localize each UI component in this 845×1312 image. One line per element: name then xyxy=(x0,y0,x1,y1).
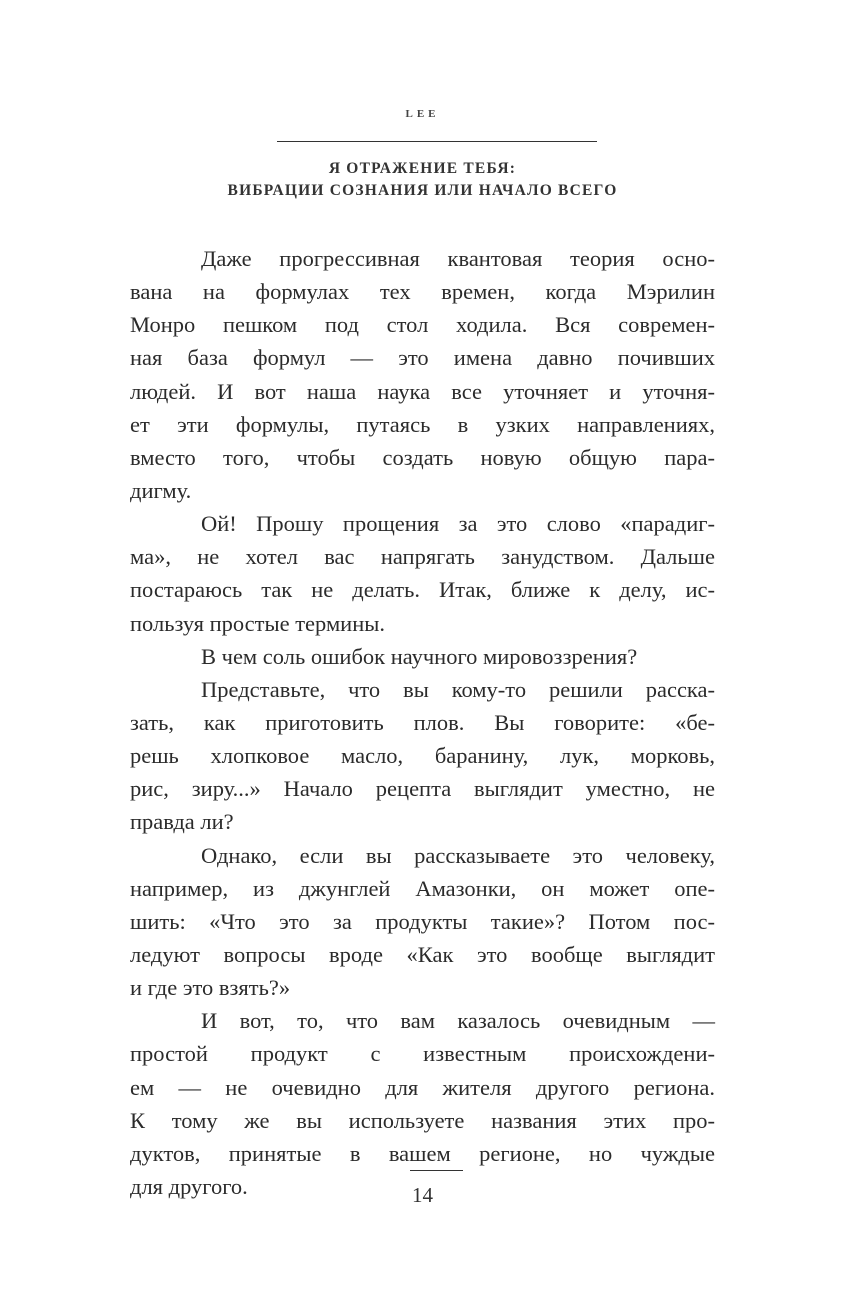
text-line: вана на формулах тех времен, когда Мэрилин xyxy=(130,279,715,305)
paragraph xyxy=(130,1004,715,1203)
text-line: шить: «Что это за продукты такие»? Потом пос- xyxy=(130,908,715,934)
text-line: вместо того, чтобы создать новую общую пара- xyxy=(130,444,715,470)
chapter-title xyxy=(0,158,845,202)
text-line: для другого. xyxy=(130,1173,248,1199)
text-line: рис, зиру...» Начало рецепта выглядит уместно, не xyxy=(130,776,715,802)
text-line: простой продукт с известным происхождени- xyxy=(130,1041,715,1067)
paragraph xyxy=(130,839,715,1005)
paragraph xyxy=(130,640,715,673)
text-line: ледуют вопросы вроде «Как это вообще выглядит xyxy=(130,941,715,967)
text-line: пользуя простые термины. xyxy=(130,610,386,636)
page-number: 14 xyxy=(412,1183,433,1207)
text-line: дуктов, принятые в вашем регионе, но чуждые xyxy=(130,1140,715,1166)
paragraph xyxy=(130,507,715,640)
text-line: дигму. xyxy=(130,477,192,503)
text-line: И вот, то, что вам казалось очевидным — xyxy=(201,1008,715,1034)
chapter-title-line-2: ВИБРАЦИИ СОЗНАНИЯ ИЛИ НАЧАЛО ВСЕГО xyxy=(227,182,618,199)
text-line: зать, как приготовить плов. Вы говорите: «бе- xyxy=(130,709,715,735)
footer-divider xyxy=(410,1170,463,1171)
paragraph xyxy=(130,242,715,507)
text-line: ная база формул — это имена давно почивших xyxy=(130,345,715,371)
text-line: К тому же вы используете названия этих про- xyxy=(130,1107,715,1133)
running-head: LEE xyxy=(405,108,440,120)
header-divider xyxy=(277,141,597,142)
text-line: например, из джунглей Амазонки, он может опе- xyxy=(130,875,715,901)
paragraph xyxy=(130,673,715,839)
text-line: постараюсь так не делать. Итак, ближе к делу, ис- xyxy=(130,577,715,603)
text-line: ма», не хотел вас напрягать занудством. Дальше xyxy=(130,544,715,570)
text-line: В чем соль ошибок научного мировоззрения? xyxy=(201,643,638,669)
chapter-title-line-1: Я ОТРАЖЕНИЕ ТЕБЯ: xyxy=(328,160,517,177)
text-line: людей. И вот наша наука все уточняет и уточня- xyxy=(130,378,715,404)
text-line: и где это взять?» xyxy=(130,975,291,1001)
text-line: Представьте, что вы кому-то решили расска- xyxy=(201,676,715,702)
text-line: правда ли? xyxy=(130,809,234,835)
text-line: ет эти формулы, путаясь в узких направлениях, xyxy=(130,411,715,437)
text-line: Монро пешком под стол ходила. Вся современ- xyxy=(130,312,715,338)
text-line: решь хлопковое масло, баранину, лук, морковь, xyxy=(130,743,715,769)
text-line: ем — не очевидно для жителя другого региона. xyxy=(130,1074,715,1100)
text-line: Однако, если вы рассказываете это человеку, xyxy=(201,842,715,868)
text-line: Даже прогрессивная квантовая теория осно- xyxy=(201,246,715,271)
text-line: Ой! Прошу прощения за это слово «парадиг- xyxy=(201,511,715,537)
body-text xyxy=(130,242,715,1203)
